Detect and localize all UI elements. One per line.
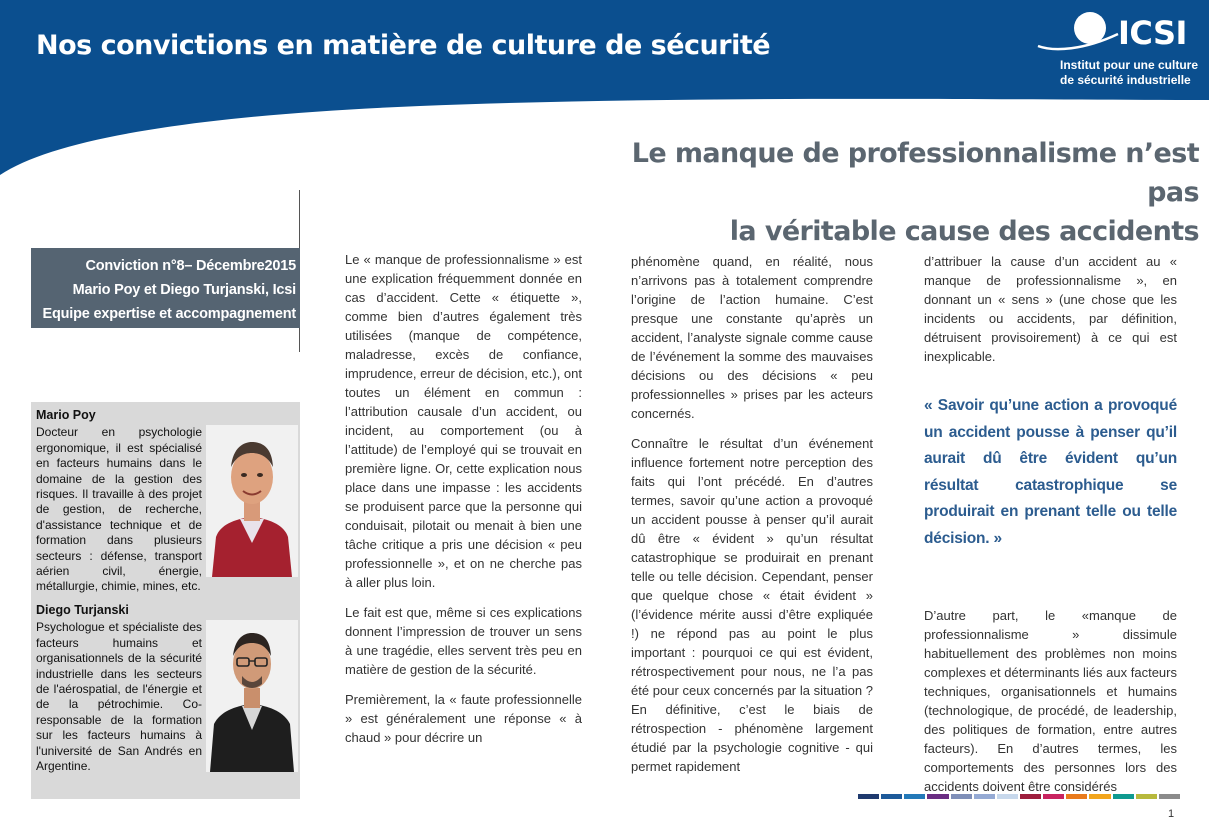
icsi-logo [1034, 6, 1198, 90]
color-swatch [1113, 794, 1134, 799]
article-title [579, 134, 1199, 251]
conviction-number: Conviction n°8– Décembre2015 [85, 258, 296, 274]
color-swatch [1043, 794, 1064, 799]
paragraph: phénomène quand, en réalité, nous n’arrivons pas à totalement comprendre l’origine de l’action humaine. C’est presque une constante qu’après un accident, l’analyste signale comme cause de l’événement la somme des mauvaises décisions ou des décisions « peu professionnelles » prises par les acteurs concernés. [631, 254, 873, 421]
author-bios [31, 402, 300, 799]
article-title-line2: la véritable cause des accidents [729, 216, 1199, 247]
paragraph: D’autre part, le «manque de professionnalisme » dissimule habituellement des problèmes non moins complexes et déterminants liés aux facteurs techniques, organisationnels et humains (technologique, de procédé, de leadership, des politiques de formation, entre autres facteurs). En d’autres termes, les comportements des personnes lors des accidents doivent être considérés [924, 608, 1177, 794]
logo-globe-icon [1034, 6, 1124, 56]
color-swatch [881, 794, 902, 799]
logo-wordmark: ICSI [1118, 14, 1187, 52]
bio-name: Diego Turjanski [36, 602, 129, 617]
logo-tagline-line1: Institut pour une culture [1060, 58, 1198, 72]
page-number: 1 [1168, 808, 1175, 820]
article-title-line1: Le manque de professionnalisme n’est pas [631, 138, 1199, 208]
conviction-box [31, 248, 300, 328]
color-swatch [951, 794, 972, 799]
conviction-team: Equipe expertise et accompagnement [42, 306, 296, 322]
bio-diego-turjanski [36, 603, 292, 774]
color-swatch [858, 794, 879, 799]
logo-tagline-line2: de sécurité industrielle [1060, 73, 1191, 87]
paragraph: Connaître le résultat d’un événement influence fortement notre perception des faits qui l’ont précédé. En d’autres termes, savoir qu’une action a provoqué un accident pousse à penser qu’il aurait dû être « évident » qu’un résultat catastrophique se produirait en prenant telle ou telle décision. Cependant, penser que quelque chose « était évident » (l’évidence mérite aussi d’être expliquée !) ne répond pas au point le plus important : pourquoi ce qui est évident, rétrospectivement pour nous, ne l’a pas été pour ceux concernés par la situation ? En définitive, c’est le biais de rétrospection - phénomène largement étudié par la psychologie cognitive - qui permet rapidement [631, 436, 873, 774]
text-column-3 [924, 252, 1177, 807]
pull-quote: « Savoir qu’une action a provoqué un accident pousse à penser qu’il aurait dû être évident qu’un résultat catastrophique se produirait en prenant telle ou telle décision. » [924, 397, 1177, 547]
bio-text: Docteur en psychologie ergonomique, il est spécialisé en facteurs humains dans le domaine de la gestion des risques. Il travaille à des projet de gestion, de recherche, d'assistance technique et de formation dans plusieurs secteurs : défense, transport aérien civil, énergie, métallurgie, chimie, mines, etc. [36, 425, 202, 594]
page-title: Nos convictions en matière de culture de sécurité [36, 30, 771, 61]
paragraph: Le « manque de professionnalisme » est une explication fréquemment donnée en cas d’accident. Cette « étiquette », comme bien d’autres également très utilisées (manque de compétence, maladresse, excès de confiance, imprudence, erreur de décision, etc.), ont toutes un élément en commun : l’attribution causale d’un accident, ou incident, au comportement (ou à l’attitude) de l’employé qui se trouvait en première ligne. Or, cette explication nous place dans une impasse : les accidents se produisent parce que la personne qui conduisait, pilotait ou menait à bien une tâche critique a pris une décision « peu professionnelle », et on ne cherche pas à aller plus loin. [345, 252, 583, 590]
color-swatch [904, 794, 925, 799]
bio-mario-poy [36, 408, 292, 595]
paragraph: Le fait est que, même si ces explications donnent l’impression de trouver un sens à une tragédie, elles servent très peu en matière de gestion de la sécurité. [345, 605, 582, 677]
text-column-1 [345, 250, 582, 758]
color-swatch [1020, 794, 1041, 799]
bio-name: Mario Poy [36, 408, 96, 422]
color-swatch [974, 794, 995, 799]
color-strip [858, 794, 1180, 799]
color-swatch [1066, 794, 1087, 799]
photo-mario-poy [206, 425, 298, 577]
color-swatch [927, 794, 948, 799]
photo-diego-turjanski [206, 620, 298, 772]
color-swatch [1089, 794, 1110, 799]
color-swatch [1159, 794, 1180, 799]
color-swatch [1136, 794, 1157, 799]
bio-text: Psychologue et spécialiste des facteurs humains et organisationnels de la sécurité industrielle dans les secteurs de l'aérospatial, de l'énergie et de la pétrochimie. Co-responsable de la formation sur les facteurs humains à l'université de San Andrés en Argentine. [36, 620, 202, 773]
paragraph: Premièrement, la « faute professionnelle » est généralement une réponse « à chaud » pour décrire un [345, 692, 582, 745]
color-swatch [997, 794, 1018, 799]
conviction-authors: Mario Poy et Diego Turjanski, Icsi [72, 282, 296, 298]
paragraph: d’attribuer la cause d’un accident au « manque de professionnalisme », en donnant un « sens » (une chose que les incidents ou accidents, par définition, détruisent provisoirement) à ce qui est inexplicable. [924, 254, 1177, 364]
text-column-2 [631, 252, 873, 787]
